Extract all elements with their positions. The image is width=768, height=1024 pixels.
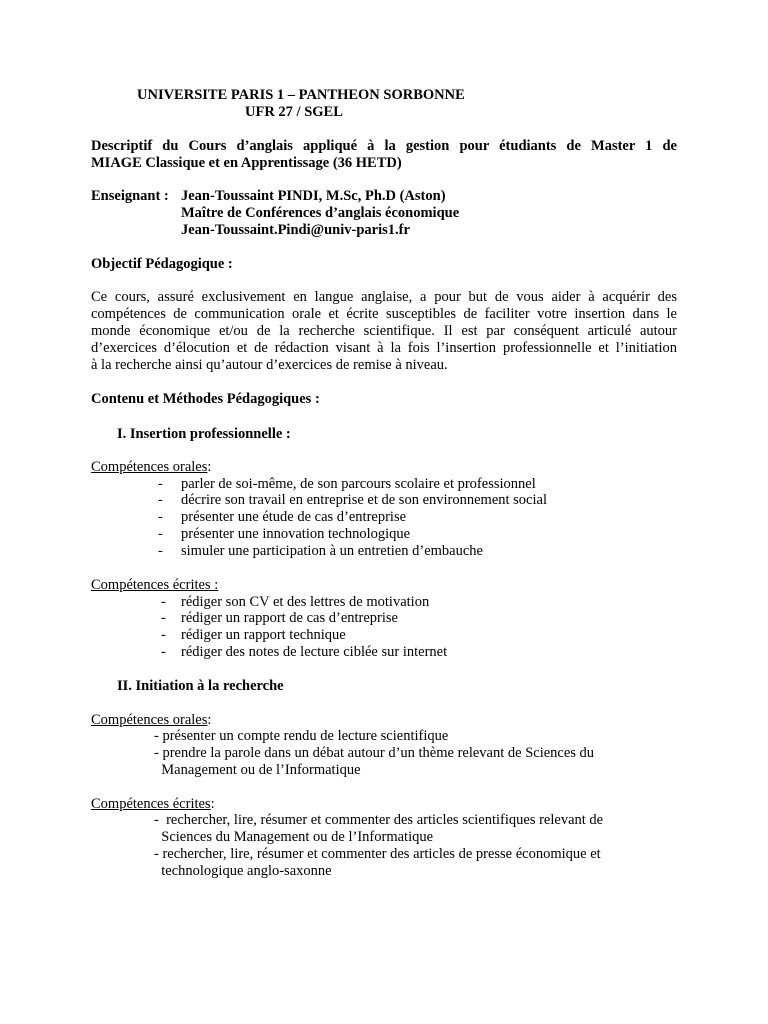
list-item: - rechercher, lire, résumer et commenter des articles scientifiques relevant de (154, 812, 604, 828)
course-title-line1: Descriptif du Cours d’anglais appliqué à la gestion pour étudiants de Master 1 de (91, 138, 677, 154)
teacher-email: Jean-Toussaint.Pindi@univ-paris1.fr (181, 222, 410, 238)
list-item: - rédiger un rapport de cas d’entreprise (161, 610, 398, 626)
list-item: - rédiger un rapport technique (161, 627, 346, 643)
section1-written-heading: Compétences écrites : (91, 577, 219, 593)
content-heading: Contenu et Méthodes Pédagogiques : (91, 391, 320, 407)
list-item: - rédiger son CV et des lettres de motivation (161, 594, 430, 610)
objective-line: monde économique et/ou de la recherche scientifique. Il est par conséquent articulé autour (91, 323, 677, 339)
list-item: - simuler une participation à un entretien d’embauche (158, 543, 483, 559)
ufr-name: UFR 27 / SGEL (245, 104, 343, 120)
teacher-label: Enseignant : (91, 188, 169, 204)
objective-heading: Objectif Pédagogique : (91, 256, 233, 272)
section1-oral-heading: Compétences orales: (91, 459, 212, 475)
list-item: - décrire son travail en entreprise et de son environnement social (158, 492, 547, 508)
list-item: technologique anglo-saxonne (154, 863, 332, 879)
list-item: Management ou de l’Informatique (154, 762, 361, 778)
section2-oral-heading: Compétences orales: (91, 712, 212, 728)
objective-line: à la recherche ainsi qu’autour d’exercices de remise à niveau. (91, 357, 448, 373)
teacher-name: Jean-Toussaint PINDI, M.Sc, Ph.D (Aston) (181, 188, 446, 204)
list-item: - présenter une innovation technologique (158, 526, 411, 542)
list-item: - rédiger des notes de lecture ciblée sur internet (161, 644, 448, 660)
list-item: - prendre la parole dans un débat autour d’un thème relevant de Sciences du (154, 745, 595, 761)
list-item: Sciences du Management ou de l’Informatique (154, 829, 434, 845)
section2-title: II. Initiation à la recherche (117, 678, 284, 694)
course-title-line2: MIAGE Classique et en Apprentissage (36 HETD) (91, 155, 402, 171)
list-item: - présenter un compte rendu de lecture scientifique (154, 728, 449, 744)
university-name: UNIVERSITE PARIS 1 – PANTHEON SORBONNE (137, 87, 465, 103)
list-item: - rechercher, lire, résumer et commenter des articles de presse économique et (154, 846, 601, 862)
objective-line: d’exercices d’élocution et de rédaction visant à la fois l’insertion professionnelle et l’initiation (91, 340, 677, 356)
section2-written-heading: Compétences écrites: (91, 796, 215, 812)
objective-line: Ce cours, assuré exclusivement en langue anglaise, a pour but de vous aider à acquérir des (91, 289, 677, 305)
teacher-title: Maître de Conférences d’anglais économique (181, 205, 460, 221)
objective-line: compétences de communication orale et écrite susceptibles de faciliter votre insertion dans le (91, 306, 677, 322)
section1-title: I. Insertion professionnelle : (117, 426, 291, 442)
list-item: - présenter une étude de cas d’entreprise (158, 509, 407, 525)
list-item: - parler de soi-même, de son parcours scolaire et professionnel (158, 476, 536, 492)
